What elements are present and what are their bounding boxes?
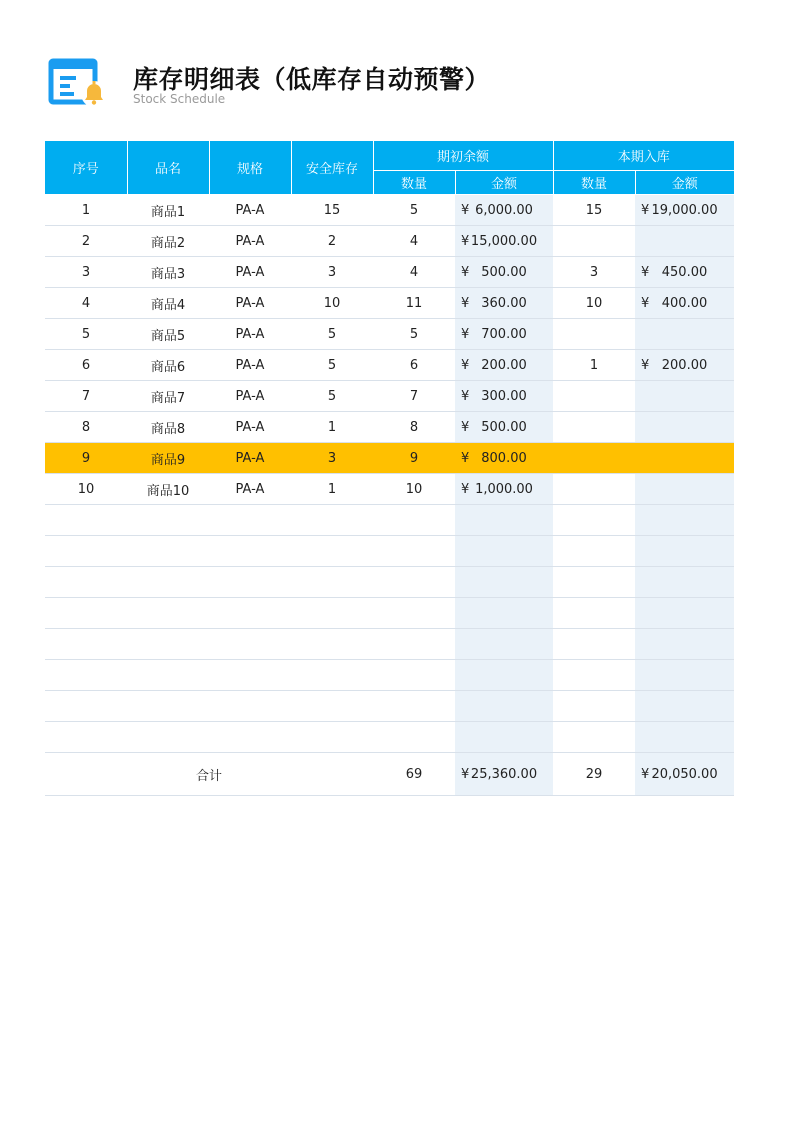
currency-symbol: ¥ <box>461 419 470 435</box>
table-row <box>45 257 734 288</box>
cell-opening-amount-value: 15,000.00 <box>470 233 538 249</box>
cell-inbound-qty <box>553 381 635 412</box>
column-header-inbound-qty: 数量 <box>553 171 635 195</box>
cell-name: 商品3 <box>127 257 209 288</box>
column-header-safety-stock: 安全库存 <box>291 141 373 195</box>
cell-seq <box>45 536 127 567</box>
table-row <box>45 195 734 226</box>
cell-inbound-qty <box>553 722 635 753</box>
cell-name <box>127 536 209 567</box>
cell-safety-stock: 15 <box>291 195 373 226</box>
cell-spec: PA-A <box>209 195 291 226</box>
table-body <box>45 195 734 796</box>
cell-seq <box>45 505 127 536</box>
cell-spec: PA-A <box>209 474 291 505</box>
cell-opening-qty: 11 <box>373 288 455 319</box>
empty-row <box>45 722 734 753</box>
empty-row <box>45 691 734 722</box>
cell-inbound-qty <box>553 319 635 350</box>
cell-opening-qty <box>373 722 455 753</box>
cell-inbound-qty <box>553 567 635 598</box>
cell-opening-amount-value: 200.00 <box>481 357 527 373</box>
empty-row <box>45 567 734 598</box>
cell-opening-qty: 9 <box>373 443 455 474</box>
cell-safety-stock: 1 <box>291 474 373 505</box>
column-header-opening-amount: 金额 <box>455 171 553 195</box>
cell-inbound-qty <box>553 691 635 722</box>
currency-symbol: ¥ <box>461 481 470 497</box>
cell-inbound-qty <box>553 226 635 257</box>
cell-opening-amount-value: 6,000.00 <box>475 202 533 218</box>
cell-name: 商品9 <box>127 443 209 474</box>
cell-spec: PA-A <box>209 288 291 319</box>
currency-symbol: ¥ <box>641 357 650 373</box>
cell-inbound-amount <box>635 474 734 505</box>
cell-name <box>127 660 209 691</box>
cell-inbound-amount <box>635 567 734 598</box>
table-row <box>45 288 734 319</box>
total-opening-qty: 69 <box>373 753 455 796</box>
cell-opening-qty <box>373 629 455 660</box>
cell-opening-qty: 8 <box>373 412 455 443</box>
cell-spec <box>209 598 291 629</box>
cell-opening-amount-value: 800.00 <box>481 450 527 466</box>
currency-symbol: ¥ <box>461 388 470 404</box>
cell-inbound-qty: 15 <box>553 195 635 226</box>
cell-safety <box>291 660 373 691</box>
cell-spec <box>209 722 291 753</box>
currency-symbol: ¥ <box>641 766 650 782</box>
document-bell-icon <box>48 58 108 108</box>
cell-inbound-amount <box>635 195 734 226</box>
cell-inbound-amount <box>635 660 734 691</box>
table-row <box>45 474 734 505</box>
cell-name <box>127 598 209 629</box>
cell-inbound-amount <box>635 629 734 660</box>
cell-seq: 9 <box>45 443 127 474</box>
cell-inbound-amount <box>635 226 734 257</box>
cell-opening-amount <box>455 567 553 598</box>
cell-seq: 8 <box>45 412 127 443</box>
cell-inbound-qty <box>553 536 635 567</box>
currency-symbol: ¥ <box>461 264 470 280</box>
cell-opening-amount <box>455 660 553 691</box>
empty-row <box>45 505 734 536</box>
cell-opening-qty: 4 <box>373 257 455 288</box>
cell-seq: 5 <box>45 319 127 350</box>
table-row <box>45 381 734 412</box>
cell-opening-amount-value: 700.00 <box>481 326 527 342</box>
cell-safety-stock: 2 <box>291 226 373 257</box>
currency-symbol: ¥ <box>461 450 470 466</box>
cell-spec <box>209 536 291 567</box>
cell-safety <box>291 598 373 629</box>
cell-opening-qty <box>373 536 455 567</box>
table-row <box>45 226 734 257</box>
cell-opening-amount-value: 1,000.00 <box>475 481 533 497</box>
cell-inbound-qty: 1 <box>553 350 635 381</box>
cell-inbound-qty: 3 <box>553 257 635 288</box>
empty-row <box>45 629 734 660</box>
cell-opening-qty: 5 <box>373 195 455 226</box>
cell-opening-qty: 10 <box>373 474 455 505</box>
cell-opening-amount <box>455 629 553 660</box>
cell-inbound-amount <box>635 257 734 288</box>
cell-inbound-amount <box>635 598 734 629</box>
cell-inbound-amount <box>635 536 734 567</box>
cell-opening-amount <box>455 443 553 474</box>
cell-spec: PA-A <box>209 381 291 412</box>
cell-safety <box>291 505 373 536</box>
currency-symbol: ¥ <box>461 357 470 373</box>
currency-symbol: ¥ <box>641 202 650 218</box>
cell-safety <box>291 722 373 753</box>
cell-inbound-qty <box>553 660 635 691</box>
cell-name: 商品10 <box>127 474 209 505</box>
cell-seq: 2 <box>45 226 127 257</box>
cell-opening-qty: 5 <box>373 319 455 350</box>
cell-spec: PA-A <box>209 226 291 257</box>
cell-inbound-amount-value: 19,000.00 <box>651 202 718 218</box>
cell-opening-qty <box>373 598 455 629</box>
cell-name <box>127 722 209 753</box>
cell-inbound-amount-value: 200.00 <box>661 357 708 373</box>
total-row <box>45 753 734 796</box>
empty-row <box>45 536 734 567</box>
cell-inbound-qty: 10 <box>553 288 635 319</box>
cell-safety <box>291 691 373 722</box>
cell-seq: 7 <box>45 381 127 412</box>
cell-opening-amount <box>455 474 553 505</box>
cell-inbound-amount-value: 400.00 <box>661 295 708 311</box>
currency-symbol: ¥ <box>461 295 470 311</box>
cell-opening-amount-value: 500.00 <box>481 419 527 435</box>
cell-spec: PA-A <box>209 350 291 381</box>
cell-inbound-amount <box>635 381 734 412</box>
cell-inbound-amount <box>635 505 734 536</box>
column-header-seq: 序号 <box>45 141 127 195</box>
cell-spec <box>209 660 291 691</box>
cell-seq: 10 <box>45 474 127 505</box>
cell-name <box>127 691 209 722</box>
cell-spec: PA-A <box>209 443 291 474</box>
cell-seq <box>45 722 127 753</box>
cell-safety <box>291 536 373 567</box>
cell-inbound-amount <box>635 691 734 722</box>
table-row <box>45 443 734 474</box>
cell-opening-qty: 6 <box>373 350 455 381</box>
total-inbound-amount <box>635 753 734 796</box>
page-title: 库存明细表（低库存自动预警） <box>133 65 491 94</box>
empty-row <box>45 598 734 629</box>
cell-inbound-amount <box>635 350 734 381</box>
cell-seq: 3 <box>45 257 127 288</box>
cell-inbound-amount-value: 450.00 <box>661 264 708 280</box>
column-header-name: 品名 <box>127 141 209 195</box>
cell-name: 商品7 <box>127 381 209 412</box>
cell-name <box>127 629 209 660</box>
currency-symbol: ¥ <box>461 326 470 342</box>
cell-opening-amount <box>455 722 553 753</box>
cell-inbound-qty <box>553 505 635 536</box>
cell-spec <box>209 629 291 660</box>
cell-safety-stock: 1 <box>291 412 373 443</box>
cell-name: 商品5 <box>127 319 209 350</box>
page-subtitle: Stock Schedule <box>133 92 226 106</box>
cell-seq: 1 <box>45 195 127 226</box>
cell-safety-stock: 3 <box>291 257 373 288</box>
currency-symbol: ¥ <box>461 202 470 218</box>
column-header-opening-qty: 数量 <box>373 171 455 195</box>
empty-row <box>45 660 734 691</box>
cell-inbound-qty <box>553 629 635 660</box>
cell-name: 商品2 <box>127 226 209 257</box>
cell-name <box>127 505 209 536</box>
cell-inbound-qty <box>553 443 635 474</box>
cell-seq <box>45 660 127 691</box>
cell-inbound-amount <box>635 443 734 474</box>
cell-seq: 4 <box>45 288 127 319</box>
cell-seq <box>45 598 127 629</box>
cell-opening-amount <box>455 691 553 722</box>
cell-name: 商品6 <box>127 350 209 381</box>
cell-name: 商品1 <box>127 195 209 226</box>
cell-safety-stock: 5 <box>291 350 373 381</box>
column-group-inbound: 本期入库 <box>553 141 734 171</box>
cell-safety-stock: 10 <box>291 288 373 319</box>
total-inbound-amount-value: 20,050.00 <box>651 766 718 782</box>
cell-safety-stock: 3 <box>291 443 373 474</box>
cell-opening-amount <box>455 381 553 412</box>
cell-spec: PA-A <box>209 412 291 443</box>
cell-opening-amount <box>455 412 553 443</box>
cell-opening-amount-value: 360.00 <box>481 295 527 311</box>
total-opening-amount-value: 25,360.00 <box>470 766 538 782</box>
table-row <box>45 412 734 443</box>
cell-opening-qty <box>373 660 455 691</box>
cell-name: 商品8 <box>127 412 209 443</box>
column-header-inbound-amount: 金额 <box>635 171 734 195</box>
cell-name: 商品4 <box>127 288 209 319</box>
currency-symbol: ¥ <box>641 295 650 311</box>
currency-symbol: ¥ <box>461 233 470 249</box>
table-row <box>45 319 734 350</box>
cell-opening-amount <box>455 505 553 536</box>
cell-opening-amount <box>455 226 553 257</box>
cell-opening-qty <box>373 505 455 536</box>
cell-opening-amount <box>455 319 553 350</box>
total-inbound-qty: 29 <box>553 753 635 796</box>
cell-seq <box>45 691 127 722</box>
cell-name <box>127 567 209 598</box>
cell-opening-qty: 4 <box>373 226 455 257</box>
table-row <box>45 350 734 381</box>
cell-inbound-amount <box>635 319 734 350</box>
cell-opening-amount <box>455 536 553 567</box>
cell-inbound-qty <box>553 474 635 505</box>
total-label: 合计 <box>45 753 373 796</box>
cell-opening-amount <box>455 350 553 381</box>
stock-table <box>45 141 734 796</box>
total-opening-amount <box>455 753 553 796</box>
cell-safety <box>291 567 373 598</box>
cell-opening-amount-value: 300.00 <box>481 388 527 404</box>
cell-opening-amount <box>455 288 553 319</box>
cell-opening-amount <box>455 257 553 288</box>
cell-opening-amount <box>455 195 553 226</box>
cell-seq <box>45 567 127 598</box>
cell-opening-qty <box>373 691 455 722</box>
column-group-opening-balance: 期初余额 <box>373 141 553 171</box>
cell-opening-amount-value: 500.00 <box>481 264 527 280</box>
cell-inbound-qty <box>553 412 635 443</box>
cell-seq <box>45 629 127 660</box>
currency-symbol: ¥ <box>641 264 650 280</box>
cell-inbound-amount <box>635 722 734 753</box>
cell-safety-stock: 5 <box>291 319 373 350</box>
cell-spec <box>209 691 291 722</box>
cell-inbound-amount <box>635 288 734 319</box>
cell-opening-amount <box>455 598 553 629</box>
cell-spec: PA-A <box>209 257 291 288</box>
cell-seq: 6 <box>45 350 127 381</box>
cell-opening-qty: 7 <box>373 381 455 412</box>
currency-symbol: ¥ <box>461 766 470 782</box>
cell-safety-stock: 5 <box>291 381 373 412</box>
cell-spec <box>209 505 291 536</box>
cell-inbound-amount <box>635 412 734 443</box>
cell-inbound-qty <box>553 598 635 629</box>
cell-spec: PA-A <box>209 319 291 350</box>
cell-safety <box>291 629 373 660</box>
column-header-spec: 规格 <box>209 141 291 195</box>
cell-spec <box>209 567 291 598</box>
cell-opening-qty <box>373 567 455 598</box>
